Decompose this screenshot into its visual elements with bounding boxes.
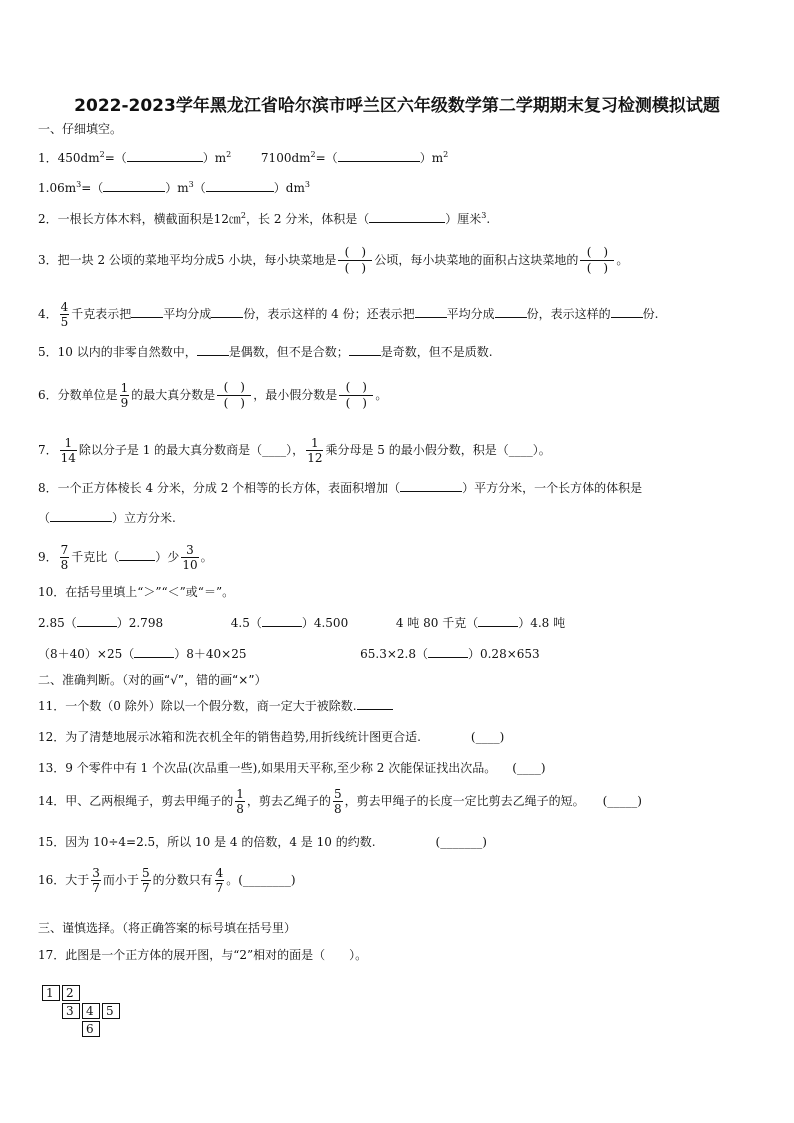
question-3: 3．把一块 2 公顷的菜地平均分成5 小块，每小块菜地是 ( ) ( ) 公顷，每小块菜地的面积占这块菜地的 ( ) ( ) 。 xyxy=(38,245,629,275)
question-16: 16．大于 $\frac{3}{7}$ 而小于 $\frac{5}{7}$ 的分数只有 $\frac{4}{7}$ 。(________) xyxy=(38,866,296,895)
net-face-6: 6 xyxy=(82,1021,100,1037)
question-10: 10．在括号里填上“＞”“＜”或“＝”。 xyxy=(38,585,235,599)
fraction: $\frac{4}{7}$ xyxy=(215,866,224,895)
answer-blank[interactable]: (____) xyxy=(512,761,546,775)
answer-blank[interactable] xyxy=(206,180,274,192)
question-1b: $1.06m^3=$（ ）$m^3$（ ）$dm^3$ xyxy=(38,180,310,195)
fraction-blank[interactable]: ( ) ( ) xyxy=(339,380,373,411)
answer-blank[interactable]: (_______) xyxy=(435,835,487,849)
answer-blank[interactable] xyxy=(400,480,462,492)
page-title: 2022-2023学年黑龙江省哈尔滨市呼兰区六年级数学第二学期期末复习检测模拟试题 xyxy=(74,96,720,116)
fraction: $\frac{1}{12}$ xyxy=(307,436,323,465)
answer-blank[interactable] xyxy=(338,150,420,162)
net-face-5: 5 xyxy=(102,1003,120,1019)
answer-blank[interactable] xyxy=(415,306,447,318)
net-face-4: 4 xyxy=(82,1003,100,1019)
fraction: $\frac{5}{8}$ xyxy=(333,787,342,816)
answer-blank[interactable] xyxy=(478,615,518,627)
fraction: $\frac{1}{8}$ xyxy=(236,787,244,816)
section-heading-1: 一、仔细填空。 xyxy=(38,122,123,136)
answer-blank[interactable] xyxy=(127,150,203,162)
question-8a: 8．一个正方体棱长 4 分米，分成 2 个相等的长方体，表面积增加（ ）平方分米，一个长方体的体积是 xyxy=(38,481,643,495)
answer-blank[interactable] xyxy=(211,306,243,318)
question-11: 11．一个数（0 除外）除以一个假分数，商一定大于被除数. xyxy=(38,698,393,714)
answer-blank[interactable] xyxy=(611,306,643,318)
question-9: 9． $\frac{7}{8}$ 千克比（ ）少 $\frac{3}{10}$ 。 xyxy=(38,543,213,572)
question-10-row2: （8＋40）×25（ ）8＋40×25 65.3×2.8（ ）0.28×653 xyxy=(38,647,540,661)
answer-blank[interactable] xyxy=(357,698,393,710)
answer-blank[interactable] xyxy=(262,615,302,627)
section-heading-2: 二、准确判断。（对的画“√”，错的画“×”） xyxy=(38,673,267,687)
question-17: 17．此图是一个正方体的展开图，与“2”相对的面是（ ）。 xyxy=(38,948,368,962)
answer-blank[interactable] xyxy=(495,306,527,318)
answer-blank[interactable] xyxy=(428,646,468,658)
question-7: 7． $\frac{1}{14}$ 除以分子是 1 的最大真分数商是（____）， $\frac{1}{12}$ 乘分母是 5 的最小假分数，积是（____）。 xyxy=(38,436,551,465)
answer-blank[interactable] xyxy=(131,306,163,318)
answer-blank[interactable] xyxy=(197,344,229,356)
question-10-row1: 2.85（ ）2.798 4.5（ ）4.500 4 吨 80 千克（ ）4.8 吨 xyxy=(38,616,566,630)
fraction-blank[interactable]: ( ) ( ) xyxy=(338,245,372,276)
fraction: $\frac{4}{5}$ xyxy=(60,300,69,329)
net-face-2: 2 xyxy=(62,985,80,1001)
question-4: 4． $\frac{4}{5}$ 千克表示把 平均分成 份，表示这样的 4 份；还表示把 平均分成 份，表示这样的 份. xyxy=(38,300,659,329)
fraction: $\frac{5}{7}$ xyxy=(141,866,150,895)
question-6: 6．分数单位是 $\frac{1}{9}$ 的最大真分数是 ( ) ( ) ，最小假分数是 ( ) ( ) 。 xyxy=(38,380,388,410)
answer-blank[interactable] xyxy=(50,510,112,522)
net-face-1: 1 xyxy=(42,985,60,1001)
fraction: $\frac{7}{8}$ xyxy=(60,543,69,572)
question-14: 14．甲、乙两根绳子，剪去甲绳子的 $\frac{1}{8}$ ，剪去乙绳子的 $\frac{5}{8}$ ，剪去甲绳子的长度一定比剪去乙绳子的短。 (_____) xyxy=(38,787,642,816)
answer-blank[interactable] xyxy=(134,646,174,658)
fraction-blank[interactable]: ( ) ( ) xyxy=(580,245,614,276)
fraction-blank[interactable]: ( ) ( ) xyxy=(217,380,251,411)
answer-blank[interactable] xyxy=(103,180,165,192)
fraction: $\frac{1}{14}$ xyxy=(60,436,76,465)
answer-blank[interactable]: (_____) xyxy=(602,794,642,808)
question-13: 13．9 个零件中有 1 个次品(次品重一些),如果用天平称,至少称 2 次能保证找出次品。 (____) xyxy=(38,761,546,775)
question-2: 2．一根长方体木料，横截面积是12㎝$^2$，长 2 分米，体积是（ ）厘米$^3$. xyxy=(38,211,491,226)
fraction: $\frac{3}{7}$ xyxy=(92,866,100,895)
question-5: 5．10 以内的非零自然数中， 是偶数，但不是合数； 是奇数，但不是质数. xyxy=(38,345,493,359)
question-12: 12．为了清楚地展示冰箱和洗衣机全年的销售趋势,用折线统计图更合适. (____) xyxy=(38,730,505,744)
fraction: $\frac{1}{9}$ xyxy=(120,381,129,410)
question-8b: （ ）立方分米. xyxy=(38,511,176,525)
answer-blank[interactable] xyxy=(119,549,155,561)
section-heading-3: 三、谨慎选择。（将正确答案的标号填在括号里） xyxy=(38,921,297,935)
question-1a: 1．$450dm^2=$（ ）$m^2$ $7100dm^2=$（ ）$m^2$ xyxy=(38,150,449,165)
question-15: 15．因为 10÷4=2.5，所以 10 是 4 的倍数，4 是 10 的约数. (_______) xyxy=(38,835,487,849)
answer-blank[interactable] xyxy=(349,344,381,356)
answer-blank[interactable] xyxy=(369,211,445,223)
answer-blank[interactable] xyxy=(77,615,117,627)
fraction: $\frac{3}{10}$ xyxy=(182,543,198,572)
answer-blank[interactable]: (____) xyxy=(470,730,505,744)
net-face-3: 3 xyxy=(62,1003,80,1019)
